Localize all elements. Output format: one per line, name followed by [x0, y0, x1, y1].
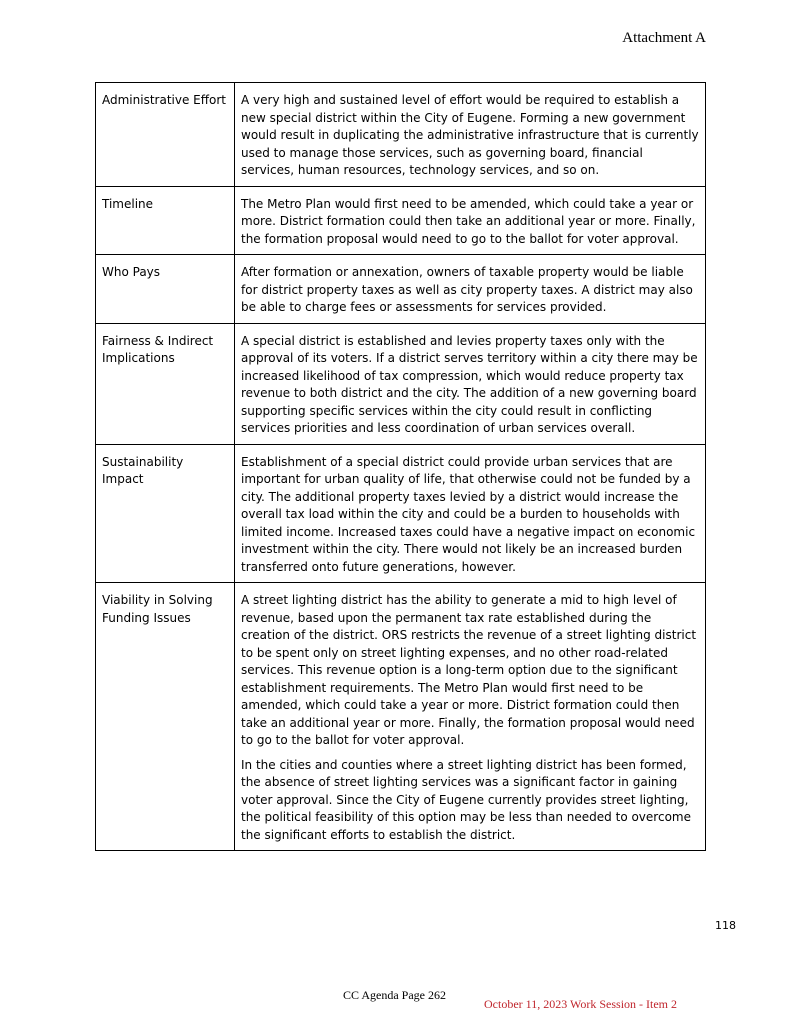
description-paragraph: In the cities and counties where a street lighting district has been formed, the absence of street lighting services was a significant factor in gaining voter approval. Since the City of Eugene currently provides street lighting, the political feasibility of this option may be less than needed to overcome the significant efforts to establish the district.: [241, 757, 691, 842]
description-paragraph: A special district is established and levies property taxes only with the approval of its voters. If a district serves territory within a city there may be increased likelihood of tax compression, which would reduce property tax revenue to both district and the city. The addition of a new governing board supporting specific services within the city could result in conflicting services priorities and less coordination of urban services overall.: [241, 333, 698, 435]
row-description: [235, 83, 706, 187]
table-row: [96, 186, 706, 255]
table-row: [96, 583, 706, 851]
row-description: [235, 255, 706, 324]
row-description: [235, 444, 706, 583]
description-paragraph: The Metro Plan would first need to be amended, which could take a year or more. District formation could then take an additional year or more. Finally, the formation proposal would need to go to the ballot for voter approval.: [241, 196, 696, 246]
description-paragraph: Establishment of a special district could provide urban services that are important for urban quality of life, that otherwise could not be funded by a city. The additional property taxes levied by a district would increase the overall tax load within the city and could be a burden to households with limited income. Increased taxes could have a negative impact on economic investment within the city. There would not likely be an increased burden transferred onto future generations, however.: [241, 454, 696, 574]
row-description: [235, 323, 706, 444]
row-label: Who Pays: [96, 255, 235, 324]
table-row: [96, 444, 706, 583]
description-paragraph: A very high and sustained level of effort would be required to establish a new special district within the City of Eugene. Forming a new government would result in duplicating the administrative infrastructure that is currently used to manage those services, such as governing board, financial services, human resources, technology services, and so on.: [241, 93, 699, 177]
description-paragraph: A street lighting district has the ability to generate a mid to high level of revenue, based upon the permanent tax rate established during the creation of the district. ORS restricts the revenue of a street lighting district to be spent only on street lighting expenses, and no other road-related services. This revenue option is a long-term option due to the significant establishment requirements. The Metro Plan would first need to be amended, which could take a year or more. District formation could then take an additional year or more. Finally, the formation proposal would need to go to the ballot for voter approval.: [241, 593, 697, 747]
table-row: [96, 323, 706, 444]
evaluation-table: [95, 82, 706, 851]
table-row: [96, 83, 706, 187]
table-row: [96, 255, 706, 324]
row-label: Administrative Effort: [96, 83, 235, 187]
attachment-label: Attachment A: [622, 30, 706, 46]
row-label: Timeline: [96, 186, 235, 255]
row-label: Sustainability Impact: [96, 444, 235, 583]
row-label: Fairness & Indirect Implications: [96, 323, 235, 444]
description-paragraph: After formation or annexation, owners of taxable property would be liable for district property taxes as well as city property taxes. A district may also be able to charge fees or assessments for services provided.: [241, 265, 693, 314]
row-description: [235, 583, 706, 851]
work-session-label: October 11, 2023 Work Session - Item 2: [484, 997, 678, 1011]
page-number: 118: [715, 919, 736, 932]
row-label: Viability in Solving Funding Issues: [96, 583, 235, 851]
agenda-page-label: CC Agenda Page 262: [343, 988, 446, 1002]
row-description: [235, 186, 706, 255]
